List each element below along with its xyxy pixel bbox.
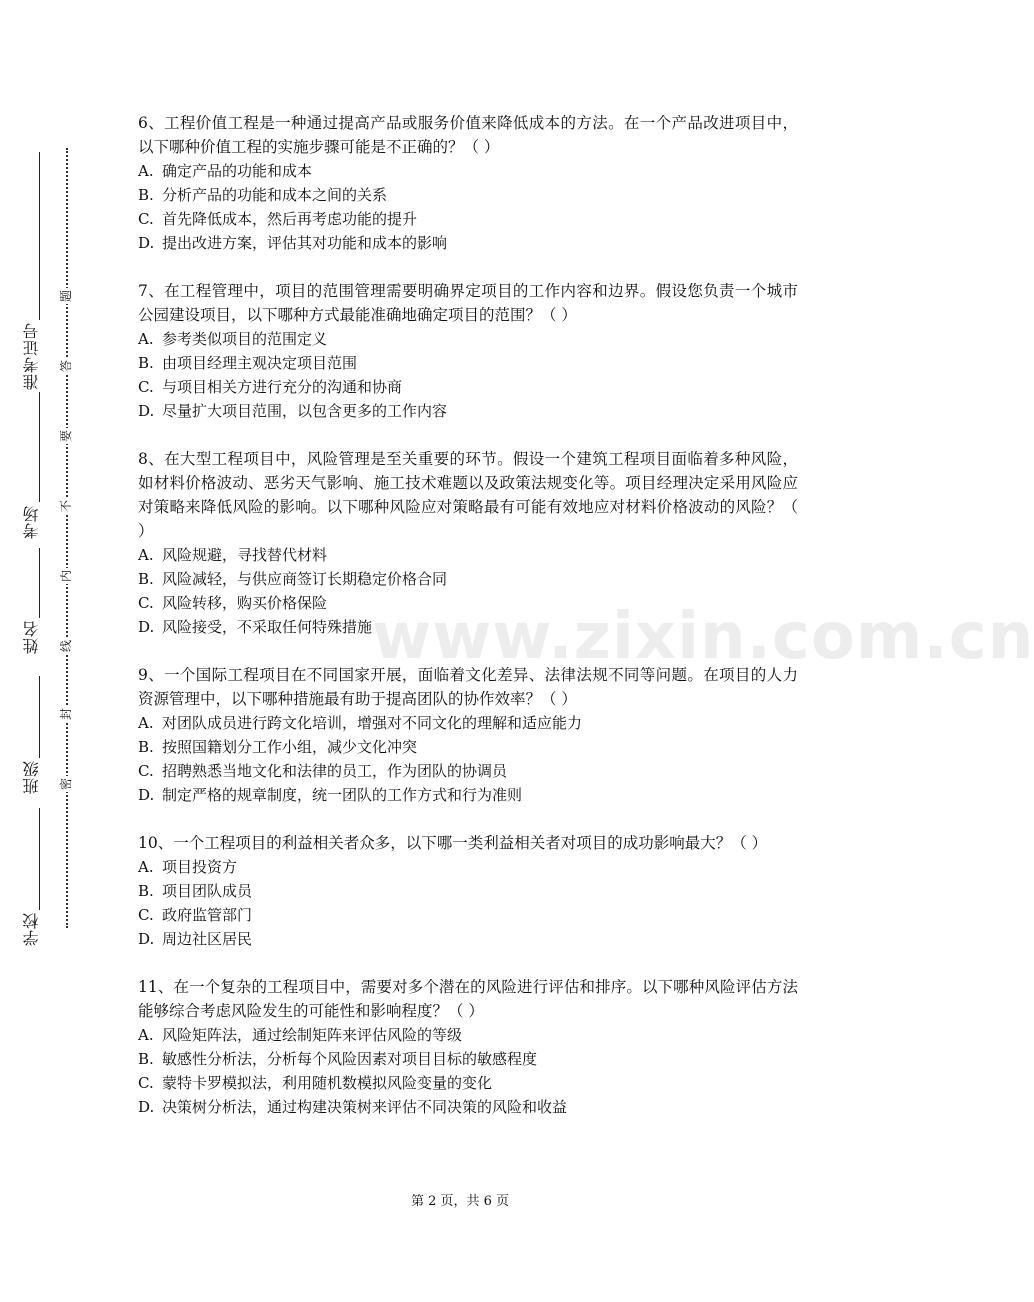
question-6 xyxy=(138,111,798,255)
option-c: C. 风险转移，购买价格保险 xyxy=(138,594,328,612)
question-stem: 7、在工程管理中，项目的范围管理需要明确界定项目的工作内容和边界。假设您负责一个城市公园建设项目，以下哪种方式最能准确地确定项目的范围？（ ） xyxy=(138,282,798,324)
option-a: A. 参考类似项目的范围定义 xyxy=(138,330,328,348)
binding-margin xyxy=(0,0,110,1302)
option-c: C. 与项目相关方进行充分的沟通和协商 xyxy=(138,378,403,396)
question-7 xyxy=(138,279,798,423)
seal-char: 封 xyxy=(59,708,73,721)
seal-char: 题 xyxy=(59,290,73,303)
page-number: 第 2 页，共 6 页 xyxy=(410,1194,510,1209)
seal-char: 线 xyxy=(59,640,73,653)
option-b: B. 由项目经理主观决定项目范围 xyxy=(138,354,358,372)
seal-char: 答 xyxy=(59,360,73,373)
seal-char: 不 xyxy=(59,500,73,513)
question-stem: 11、在一个复杂的工程项目中，需要对多个潜在的风险进行评估和排序。以下哪种风险评估方法能够综合考虑风险发生的可能性和影响程度？（ ） xyxy=(138,978,798,1020)
school-line xyxy=(39,808,40,910)
option-a: A. 对团队成员进行跨文化培训，增强对不同文化的理解和适应能力 xyxy=(138,714,583,732)
option-b: B. 风险减轻，与供应商签订长期稳定价格合同 xyxy=(138,570,448,588)
option-a: A. 项目投资方 xyxy=(138,858,238,876)
seal-char: 密 xyxy=(59,778,73,791)
option-b: B. 按照国籍划分工作小组，减少文化冲突 xyxy=(138,738,418,756)
option-b: B. 项目团队成员 xyxy=(138,882,253,900)
question-stem: 6、工程价值工程是一种通过提高产品或服务价值来降低成本的方法。在一个产品改进项目中，以下哪种价值工程的实施步骤可能是不正确的？（ ） xyxy=(138,114,798,156)
option-a: A. 确定产品的功能和成本 xyxy=(138,162,313,180)
watermark: www.zixin.com.cn xyxy=(372,600,1034,674)
question-10 xyxy=(138,831,798,951)
question-list xyxy=(138,111,798,1143)
question-stem: 8、在大型工程项目中，风险管理是至关重要的环节。假设一个建筑工程项目面临着多种风险，如材料价格波动、恶劣天气影响、施工技术难题以及政策法规变化等。项目经理决定采用风险应对策略来降低风险的影响。以下哪种风险应对策略最有可能有效地应对材料价格波动的风险？（ ） xyxy=(138,450,798,540)
exam-number-label: 准考证号 xyxy=(22,322,41,390)
option-d: D. 决策树分析法，通过构建决策树来评估不同决策的风险和收益 xyxy=(138,1098,568,1116)
question-9 xyxy=(138,663,798,807)
question-stem: 9、一个国际工程项目在不同国家开展，面临着文化差异、法律法规不同等问题。在项目的人力资源管理中，以下哪种措施最有助于提高团队的协作效率？（ ） xyxy=(138,666,798,708)
class-line xyxy=(39,676,40,758)
option-c: C. 招聘熟悉当地文化和法律的员工，作为团队的协调员 xyxy=(138,762,508,780)
option-d: D. 周边社区居民 xyxy=(138,930,253,948)
student-name-label: 姓名 xyxy=(22,620,41,654)
seal-char: 要 xyxy=(59,430,73,443)
question-11 xyxy=(138,975,798,1119)
student-name-line xyxy=(39,548,40,618)
seal-char: 内 xyxy=(59,570,73,583)
seal-dotted-line xyxy=(66,148,68,928)
school-label: 学校 xyxy=(22,912,41,946)
option-d: D. 提出改进方案，评估其对功能和成本的影响 xyxy=(138,234,448,252)
option-c: C. 首先降低成本，然后再考虑功能的提升 xyxy=(138,210,418,228)
exam-number-line xyxy=(39,152,40,320)
class-label: 班级 xyxy=(22,760,41,794)
option-c: C. 蒙特卡罗模拟法，利用随机数模拟风险变量的变化 xyxy=(138,1074,493,1092)
option-a: A. 风险规避，寻找替代材料 xyxy=(138,546,328,564)
option-d: D. 风险接受，不采取任何特殊措施 xyxy=(138,618,373,636)
option-b: B. 分析产品的功能和成本之间的关系 xyxy=(138,186,388,204)
question-stem: 10、一个工程项目的利益相关者众多，以下哪一类利益相关者对项目的成功影响最大？（ ） xyxy=(138,834,768,852)
option-d: D. 尽量扩大项目范围，以包含更多的工作内容 xyxy=(138,402,448,420)
exam-room-label: 考场 xyxy=(22,505,41,539)
option-a: A. 风险矩阵法，通过绘制矩阵来评估风险的等级 xyxy=(138,1026,463,1044)
option-b: B. 敏感性分析法，分析每个风险因素对项目目标的敏感程度 xyxy=(138,1050,538,1068)
option-d: D. 制定严格的规章制度，统一团队的工作方式和行为准则 xyxy=(138,786,523,804)
question-8 xyxy=(138,447,798,639)
option-c: C. 政府监管部门 xyxy=(138,906,253,924)
exam-room-line xyxy=(39,392,40,502)
